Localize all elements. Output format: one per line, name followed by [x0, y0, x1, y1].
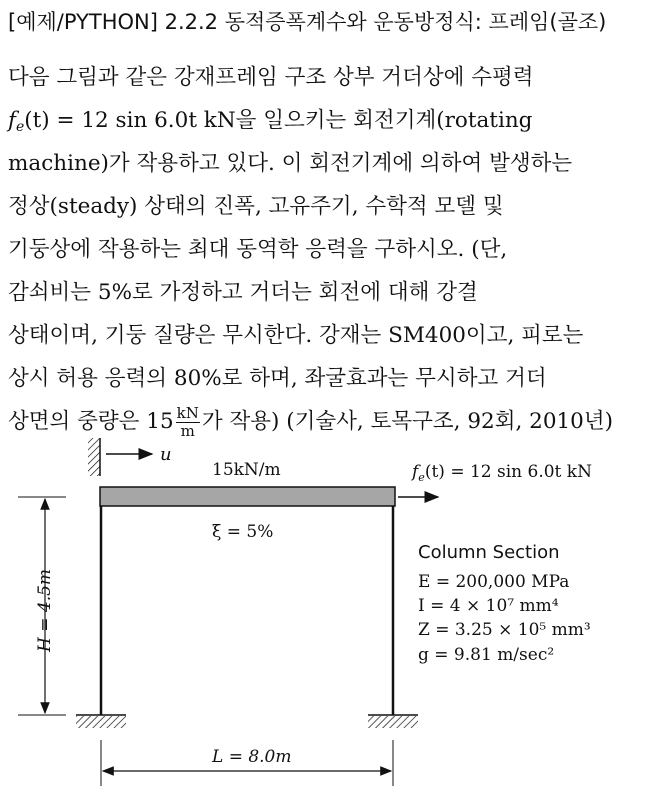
section-E: E = 200,000 MPa [418, 572, 570, 592]
problem-line-9-start: 상면의 중량은 15 [8, 409, 174, 434]
force-symbol: f [8, 108, 16, 133]
section-I: I = 4 × 10⁷ mm⁴ [418, 596, 559, 616]
section-title: Column Section [418, 542, 560, 563]
height-label: H = 4.5m [35, 568, 55, 652]
problem-line-8: 상시 허용 응력의 80%로 하며, 좌굴효과는 무시하고 거더 [8, 366, 547, 391]
u-label: u [160, 444, 172, 465]
reference-wall [88, 438, 100, 476]
force-label: $f_e(t) = 12$ sin 6.0t kN [412, 462, 592, 484]
fraction-denominator: m [180, 421, 195, 440]
length-label: L = 8.0m [212, 747, 292, 767]
problem-line-4: 정상(steady) 상태의 진폭, 고유주기, 수학적 모델 및 [8, 194, 504, 219]
load-label: 15kN/m [212, 460, 281, 480]
page-header: [예제/PYTHON] 2.2.2 동적증폭계수와 운동방정식: 프레임(골조) [8, 10, 607, 34]
right-support [368, 715, 418, 728]
force-expression: (t) = 12 sin 6.0t kN [24, 108, 236, 133]
girder [100, 487, 395, 506]
problem-line-9-end: 가 작용) (기술사, 토목구조, 92회, 2010년) [201, 409, 614, 434]
problem-line-1: 다음 그림과 같은 강재프레임 구조 상부 거더상에 수평력 [8, 65, 534, 90]
problem-line-7: 상태이며, 기둥 질량은 무시한다. 강재는 SM400이고, 피로는 [8, 323, 584, 348]
problem-line-2-rest: 을 일으키는 회전기계(rotating [235, 108, 533, 133]
section-Z: Z = 3.25 × 10⁵ mm³ [418, 620, 591, 640]
section-g: g = 9.81 m/sec² [418, 645, 555, 665]
column-section-properties [418, 542, 591, 665]
problem-line-3: machine)가 작용하고 있다. 이 회전기계에 의하여 발생하는 [8, 151, 573, 176]
damping-label: ξ = 5% [212, 522, 274, 542]
problem-line-6: 감쇠비는 5%로 가정하고 거더는 회전에 대해 강결 [8, 280, 478, 305]
force-subscript: e [15, 119, 25, 136]
fraction-numerator: kN [176, 403, 199, 422]
left-support [76, 715, 126, 728]
problem-line-5: 기둥상에 작용하는 최대 동역학 응력을 구하시오. (단, [8, 237, 508, 262]
